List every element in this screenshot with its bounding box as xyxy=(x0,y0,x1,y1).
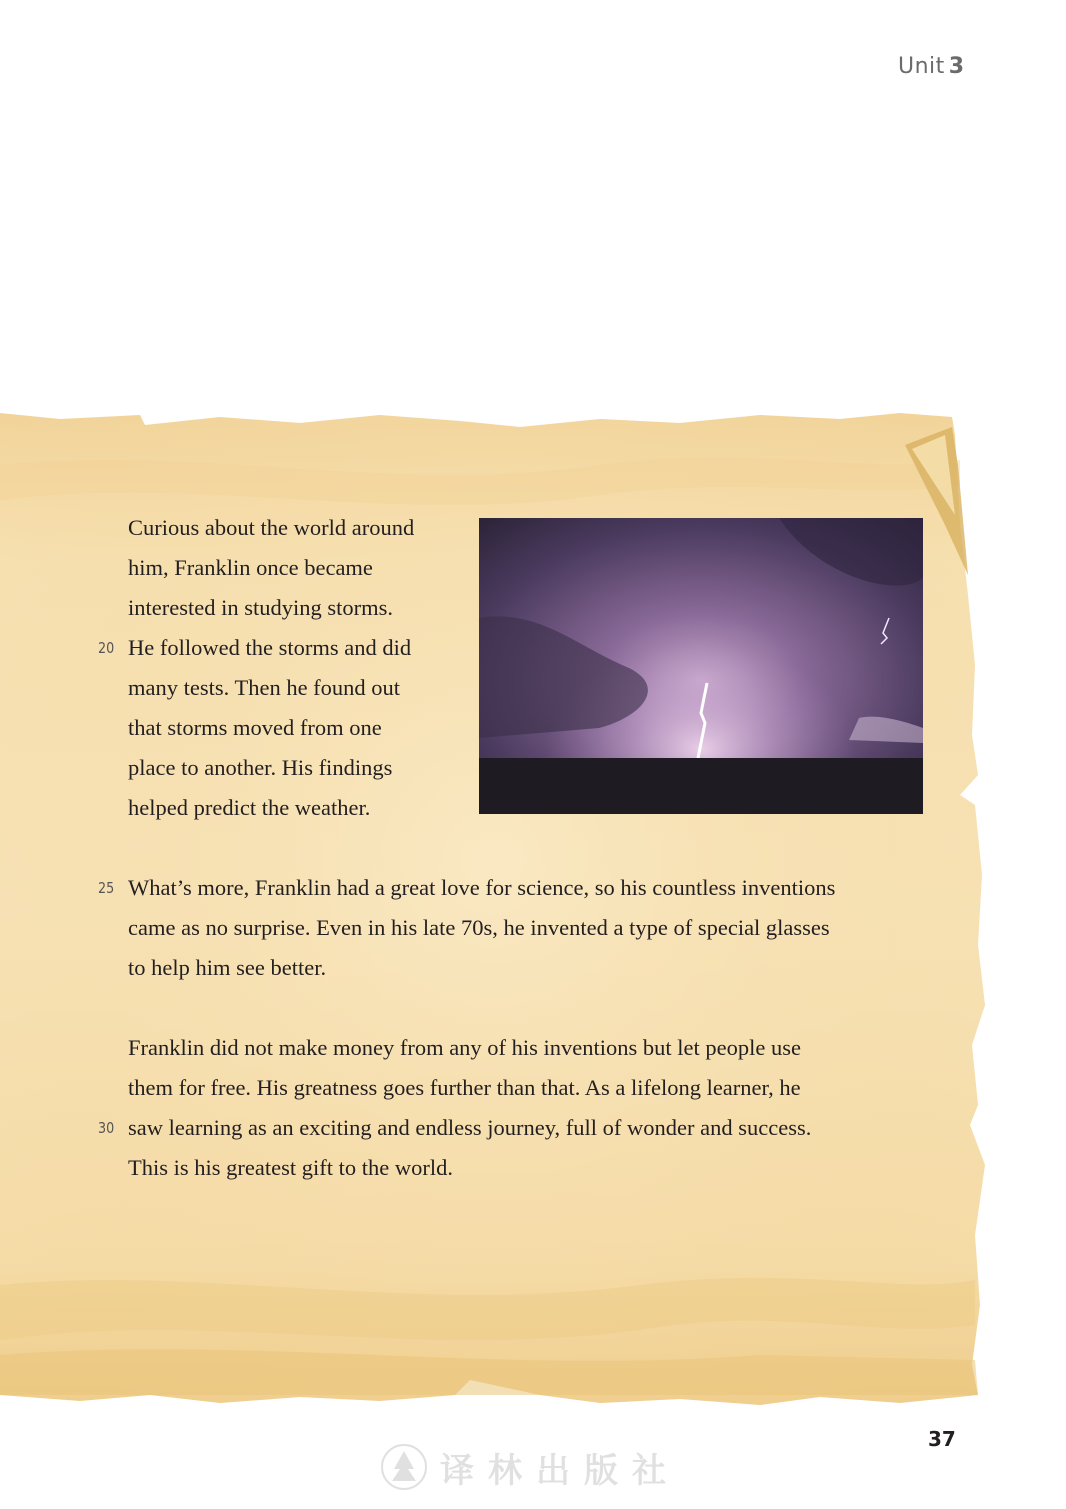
publisher-name: 译林出版社 xyxy=(440,1450,680,1491)
lightning-storm-photo xyxy=(479,518,923,814)
text-line: What’s more, Franklin had a great love for science, so his countless inventions xyxy=(128,875,836,900)
text-line: This is his greatest gift to the world. xyxy=(128,1155,453,1180)
text-line: place to another. His findings xyxy=(128,755,393,780)
line-number-25: 25 xyxy=(98,879,115,897)
text-line: interested in studying storms. xyxy=(128,595,393,620)
page-number: 37 xyxy=(928,1427,956,1451)
text-line: him, Franklin once became xyxy=(128,555,373,580)
paragraph-greatness xyxy=(128,1028,811,1188)
text-line: to help him see better. xyxy=(128,955,327,980)
text-line: them for free. His greatness goes further than that. As a lifelong learner, he xyxy=(128,1075,801,1100)
text-line: that storms moved from one xyxy=(128,715,382,740)
text-line: Curious about the world around xyxy=(128,515,415,540)
unit-label: Unit xyxy=(898,54,945,79)
paragraph-inventions xyxy=(128,868,835,988)
text-line: came as no surprise. Even in his late 70s, he invented a type of special glasses xyxy=(128,915,830,940)
publisher-logo-icon xyxy=(380,1443,428,1491)
text-line: Franklin did not make money from any of his inventions but let people use xyxy=(128,1035,802,1060)
text-line: saw learning as an exciting and endless journey, full of wonder and success. xyxy=(128,1115,812,1140)
text-line: helped predict the weather. xyxy=(128,795,371,820)
unit-header xyxy=(898,54,965,79)
lightning-storm-image xyxy=(479,518,923,814)
text-line: many tests. Then he found out xyxy=(128,675,401,700)
unit-number: 3 xyxy=(948,54,965,79)
text-line: He followed the storms and did xyxy=(128,635,412,660)
line-number-20: 20 xyxy=(98,639,115,657)
publisher-watermark xyxy=(380,1442,680,1492)
line-number-30: 30 xyxy=(98,1119,115,1137)
paragraph-storms xyxy=(128,508,414,828)
